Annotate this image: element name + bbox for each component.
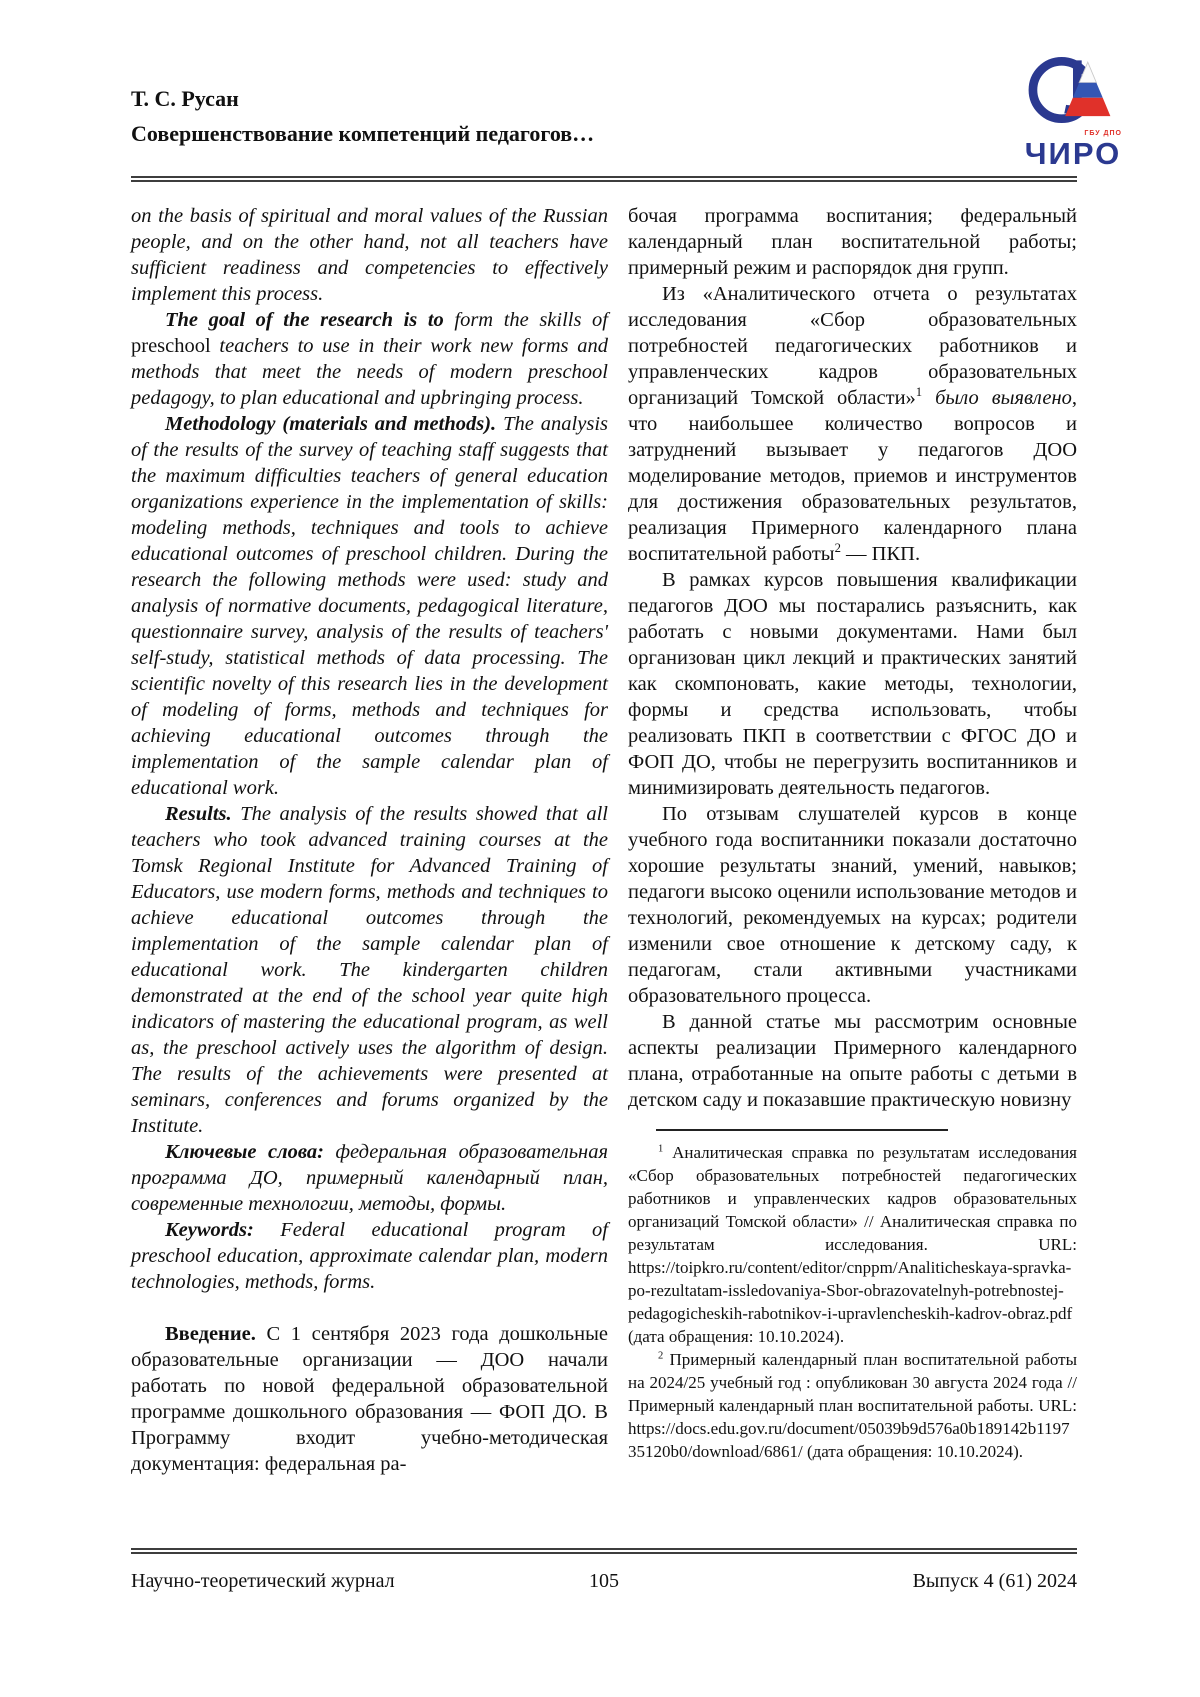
page-footer (131, 1570, 1077, 1593)
logo-text: ЧИРО (1024, 136, 1122, 172)
article-body (131, 203, 1077, 1477)
header-rule (131, 176, 1077, 182)
text-run: form the skills of (454, 309, 609, 331)
text-run: бочая программа воспитания; федеральный календарный план воспитательной работы; примерный режим и распорядок дня групп. (628, 205, 1077, 279)
text-run: По отзывам слушателей курсов в конце учебного года воспитанники показали достаточно хорошие результаты знаний, умений, навыков; педагоги высоко оценили использование методов и технологий, рекомендуемых на курсах; родители изменили свое отношение к детскому саду, к педагогам, стали активными участниками образовательного процесса. (628, 803, 1077, 1007)
footer-rule (131, 1548, 1077, 1554)
text-run: федеральная образовательная программа ДО, примерный календарный план, современные технологии, методы, формы. (131, 1141, 608, 1215)
logo-subtext: ГБУ ДПО (1084, 130, 1122, 137)
text-run: on the basis of spiritual and moral values of the Russian people, and on the other hand, not all teachers have sufficient readiness and competencies to effectively implement this process. (131, 205, 608, 305)
paragraph (628, 203, 1077, 281)
chiro-logo-icon (1017, 50, 1129, 130)
text-run: В данной статье мы рассмотрим основные аспекты реализации Примерного календарного плана, отработанные на опыте работы с детьми в детском саду и показавшие практическую новизну (628, 1011, 1077, 1111)
paragraph (131, 1217, 608, 1295)
chiro-logo (1014, 50, 1132, 171)
text-run: The analysis of the results of the survey of teaching staff suggests that the maximum difficulties teachers of general education organizations experience in the implementation of skills: modeling methods, techniques and tools to achieve educational outcomes of preschool children. During the research the following methods were used: study and analysis of normative documents, pedagogical literature, questionnaire survey, analysis of the results of teachers' self-study, statistical methods of data processing. The scientific novelty of this research lies in the development of modeling of forms, methods and techniques for achieving educational outcomes through the implementation of the sample calendar plan of educational work. (131, 413, 608, 799)
paragraph (131, 801, 608, 1139)
paragraph (131, 1139, 608, 1217)
paragraph (628, 281, 1077, 567)
text-run: Ключевые слова: (165, 1141, 336, 1163)
page-number: 105 (588, 1570, 619, 1592)
text-run: было выявлено (935, 387, 1072, 409)
text-run: , что наибольшее количество вопросов и затруднений вызывает у педагогов ДОО моделирование методов, приемов и инструментов для достижения образовательных результатов, реализация Примерного календарного плана воспитательной работы (628, 387, 1077, 565)
paragraph (131, 411, 608, 801)
text-run: Federal educational program of preschool education, approximate calendar plan, modern technologies, methods, forms. (131, 1219, 609, 1293)
issue-label: Выпуск 4 (61) 2024 (912, 1570, 1077, 1592)
text-run: Keywords: (165, 1219, 281, 1241)
right-column-text (628, 203, 1077, 1113)
text-run: Methodology (materials and methods). (165, 413, 504, 435)
text-run: С 1 сентября 2023 года дошкольные образовательные организации — ДОО начали работать по новой федеральной образовательной программе дошкольного образования — ФОП ДО. В Программу входит учебно-методическая документация: федеральная ра- (131, 1323, 608, 1475)
paragraph (628, 1141, 1077, 1348)
text-run: The goal of the research is to (165, 309, 455, 331)
text-run: Введение. (165, 1323, 267, 1345)
text-run: В рамках курсов повышения квалификации педагогов ДОО мы постарались разъяснить, как работать с новыми документами. Нами был организован цикл лекций и практических занятий как скомпоновать, какие методы, технологии, формы и средства использовать, чтобы реализовать ПКП в соответствии с ФГОС ДО и ФОП ДО, чтобы не перегрузить воспитанников и минимизировать деятельность педагогов. (628, 569, 1077, 799)
logo-sail-red-band (1065, 98, 1110, 116)
footnote-separator (656, 1129, 948, 1131)
text-run: — ПКП. (840, 543, 921, 565)
text-run: teachers to use in their work new forms and methods that meet the needs of modern preschool pedagogy, to plan educational and upbringing process. (131, 335, 608, 409)
text-run: Из «Аналитического отчета о результатах исследования «Сбор образовательных потребностей педагогических работников и управленческих кадров образовательных организаций Томской области» (628, 283, 1077, 409)
paragraph (131, 307, 608, 411)
journal-type: Научно-теоретический журнал (131, 1570, 395, 1592)
text-run: 2 (658, 1350, 664, 1362)
paragraph (131, 203, 608, 307)
text-run: Аналитическая справка по результатам исследования «Сбор образовательных потребностей педагогических работников и управленческих кадров образовательных организаций Томской области» // Аналитическая справка по результатам исследования. URL: https://toipkro.ru/content/editor/cnppm/Analiticheskaya-spravka-po-rezultatam-issledovaniya-Sbor-obrazovatelnyh-potrebnostej-pedagogicheskih-rabotnikov-i-upravlencheskih-kadrov-obraz.pdf (дата обращения: 10.10.2024). (628, 1143, 1077, 1346)
text-run: Примерный календарный план воспитательной работы на 2024/25 учебный год : опубликован 30 августа 2024 года // Примерный календарный план воспитательной работы. URL: https://docs.edu.gov.ru/document/05039b9d576a0b189142b119735120b0/download/6861/ (дата обращения: 10.10.2024). (628, 1350, 1077, 1461)
text-run (922, 387, 935, 409)
paragraph (628, 1348, 1077, 1463)
page-header (131, 80, 594, 150)
paragraph (131, 1321, 608, 1477)
text-run: Results. (165, 803, 241, 825)
right-column (628, 203, 1077, 1477)
text-run: 1 (915, 385, 923, 400)
text-run: The analysis of the results showed that all teachers who took advanced training courses at the Tomsk Regional Institute for Advanced Training of Educators, use modern forms, methods and techniques to achieve educational outcomes through the implementation of the sample calendar plan of educational work. The kindergarten children demonstrated at the end of the school year quite high indicators of mastering the educational program, as well as, the preschool actively uses the algorithm of design. The results of the achievements were presented at seminars, conferences and forums organized by the Institute. (131, 803, 608, 1137)
paragraph (628, 1009, 1077, 1113)
text-run: 2 (834, 541, 841, 556)
running-title: Совершенствование компетенций педагогов… (131, 121, 595, 147)
text-run: 1 (658, 1143, 664, 1155)
left-column (131, 203, 608, 1477)
author-name: Т. С. Русан (131, 86, 239, 111)
paragraph (628, 567, 1077, 801)
text-run: preschool (131, 335, 220, 357)
paragraph (628, 801, 1077, 1009)
footnotes (628, 1141, 1077, 1463)
